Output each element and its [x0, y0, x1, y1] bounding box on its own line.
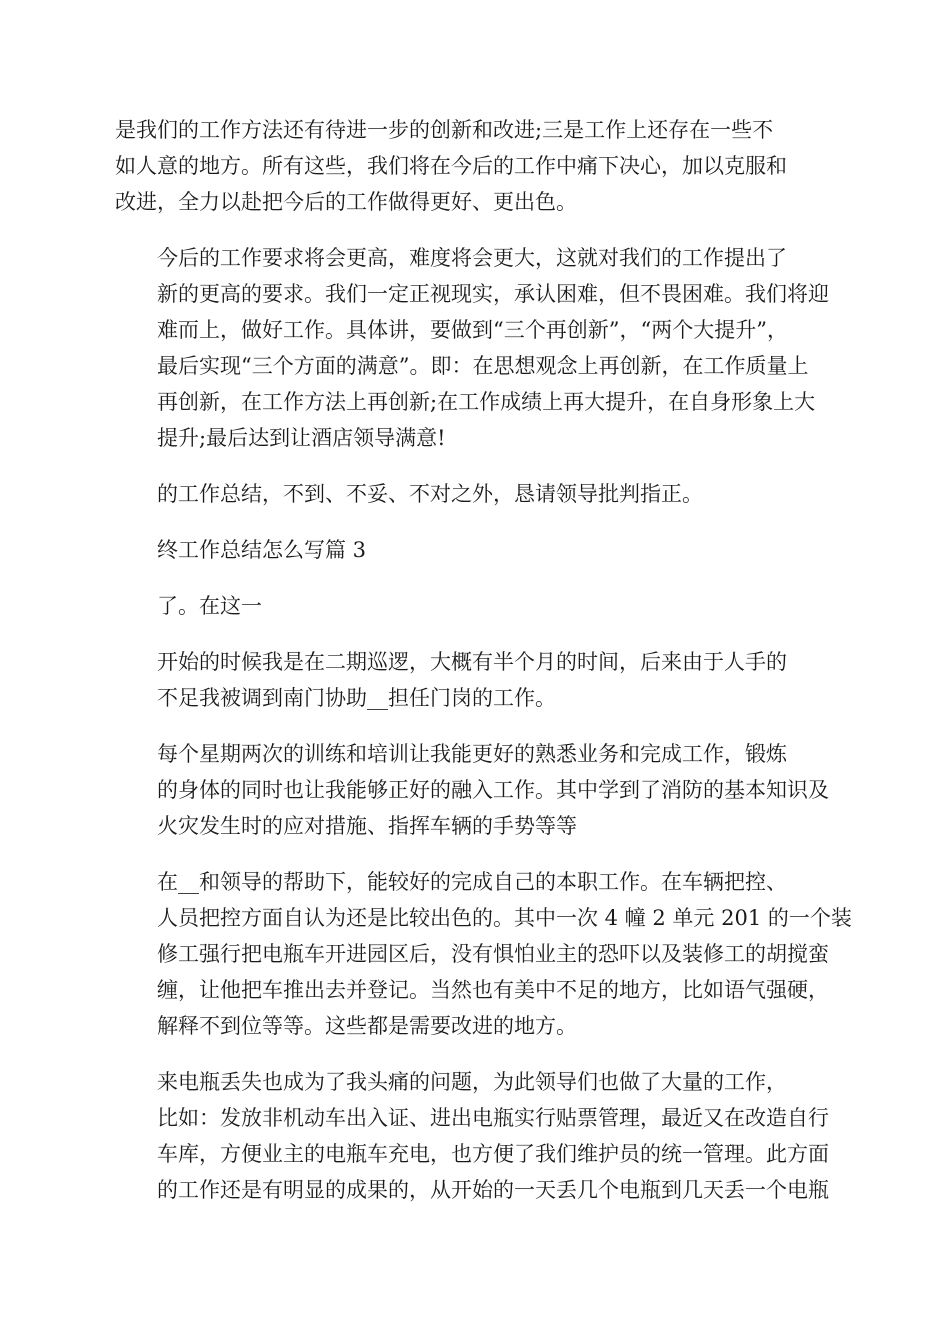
text-line: 不足我被调到南门协助__担任门岗的工作。	[157, 686, 556, 710]
text-line: 人员把控方面自认为还是比较出色的。其中一次 4 幢 2 单元 201 的一个装	[157, 906, 852, 930]
text-line: 的工作还是有明显的成果的，从开始的一天丢几个电瓶到几天丢一个电瓶	[157, 1178, 829, 1202]
paragraph	[115, 588, 835, 624]
text-line: 在__和领导的帮助下，能较好的完成自己的本职工作。在车辆把控、	[157, 870, 787, 894]
text-line: 火灾发生时的应对措施、指挥车辆的手势等等	[157, 814, 577, 838]
paragraph	[115, 240, 835, 456]
text-line: 来电瓶丢失也成为了我头痛的问题，为此领导们也做了大量的工作，	[157, 1070, 787, 1094]
text-line: 新的更高的要求。我们一定正视现实，承认困难，但不畏困难。我们将迎	[157, 282, 829, 306]
paragraph	[115, 736, 835, 844]
text-line: 每个星期两次的训练和培训让我能更好的熟悉业务和完成工作，锻炼	[157, 742, 787, 766]
text-line: 的工作总结，不到、不妥、不对之外，恳请领导批判指正。	[157, 482, 703, 506]
text-line: 解释不到位等等。这些都是需要改进的地方。	[157, 1014, 577, 1038]
text-line: 修工强行把电瓶车开进园区后，没有惧怕业主的恐吓以及装修工的胡搅蛮	[157, 942, 829, 966]
text-line: 缠，让他把车推出去并登记。当然也有美中不足的地方，比如语气强硬，	[157, 978, 829, 1002]
text-line: 的身体的同时也让我能够正好的融入工作。其中学到了消防的基本知识及	[157, 778, 829, 802]
text-line: 难而上，做好工作。具体讲，要做到“三个再创新”，“两个大提升”，	[157, 318, 788, 342]
text-line: 今后的工作要求将会更高，难度将会更大，这就对我们的工作提出了	[157, 246, 787, 270]
text-line: 最后实现“三个方面的满意”。即：在思想观念上再创新，在工作质量上	[157, 354, 809, 378]
paragraph	[115, 532, 835, 568]
text-line: 开始的时候我是在二期巡逻，大概有半个月的时间，后来由于人手的	[157, 650, 787, 674]
paragraph	[115, 112, 835, 220]
paragraph	[115, 864, 852, 1044]
document-body	[115, 112, 852, 1228]
text-line: 再创新，在工作方法上再创新;在工作成绩上再大提升，在自身形象上大	[157, 390, 816, 414]
text-line: 车库，方便业主的电瓶车充电，也方便了我们维护员的统一管理。此方面	[157, 1142, 829, 1166]
text-line: 终工作总结怎么写篇 3	[157, 538, 367, 562]
text-line: 改进，全力以赴把今后的工作做得更好、更出色。	[115, 190, 577, 214]
paragraph	[115, 1064, 835, 1208]
text-line: 如人意的地方。所有这些，我们将在今后的工作中痛下决心，加以克服和	[115, 154, 787, 178]
text-line: 比如：发放非机动车出入证、进出电瓶实行贴票管理，最近又在改造自行	[157, 1106, 829, 1130]
text-line: 是我们的工作方法还有待进一步的创新和改进;三是工作上还存在一些不	[115, 118, 774, 142]
paragraph	[115, 644, 835, 716]
text-line: 了。在这一	[157, 594, 262, 618]
paragraph	[115, 476, 835, 512]
text-line: 提升;最后达到让酒店领导满意!	[157, 426, 446, 450]
